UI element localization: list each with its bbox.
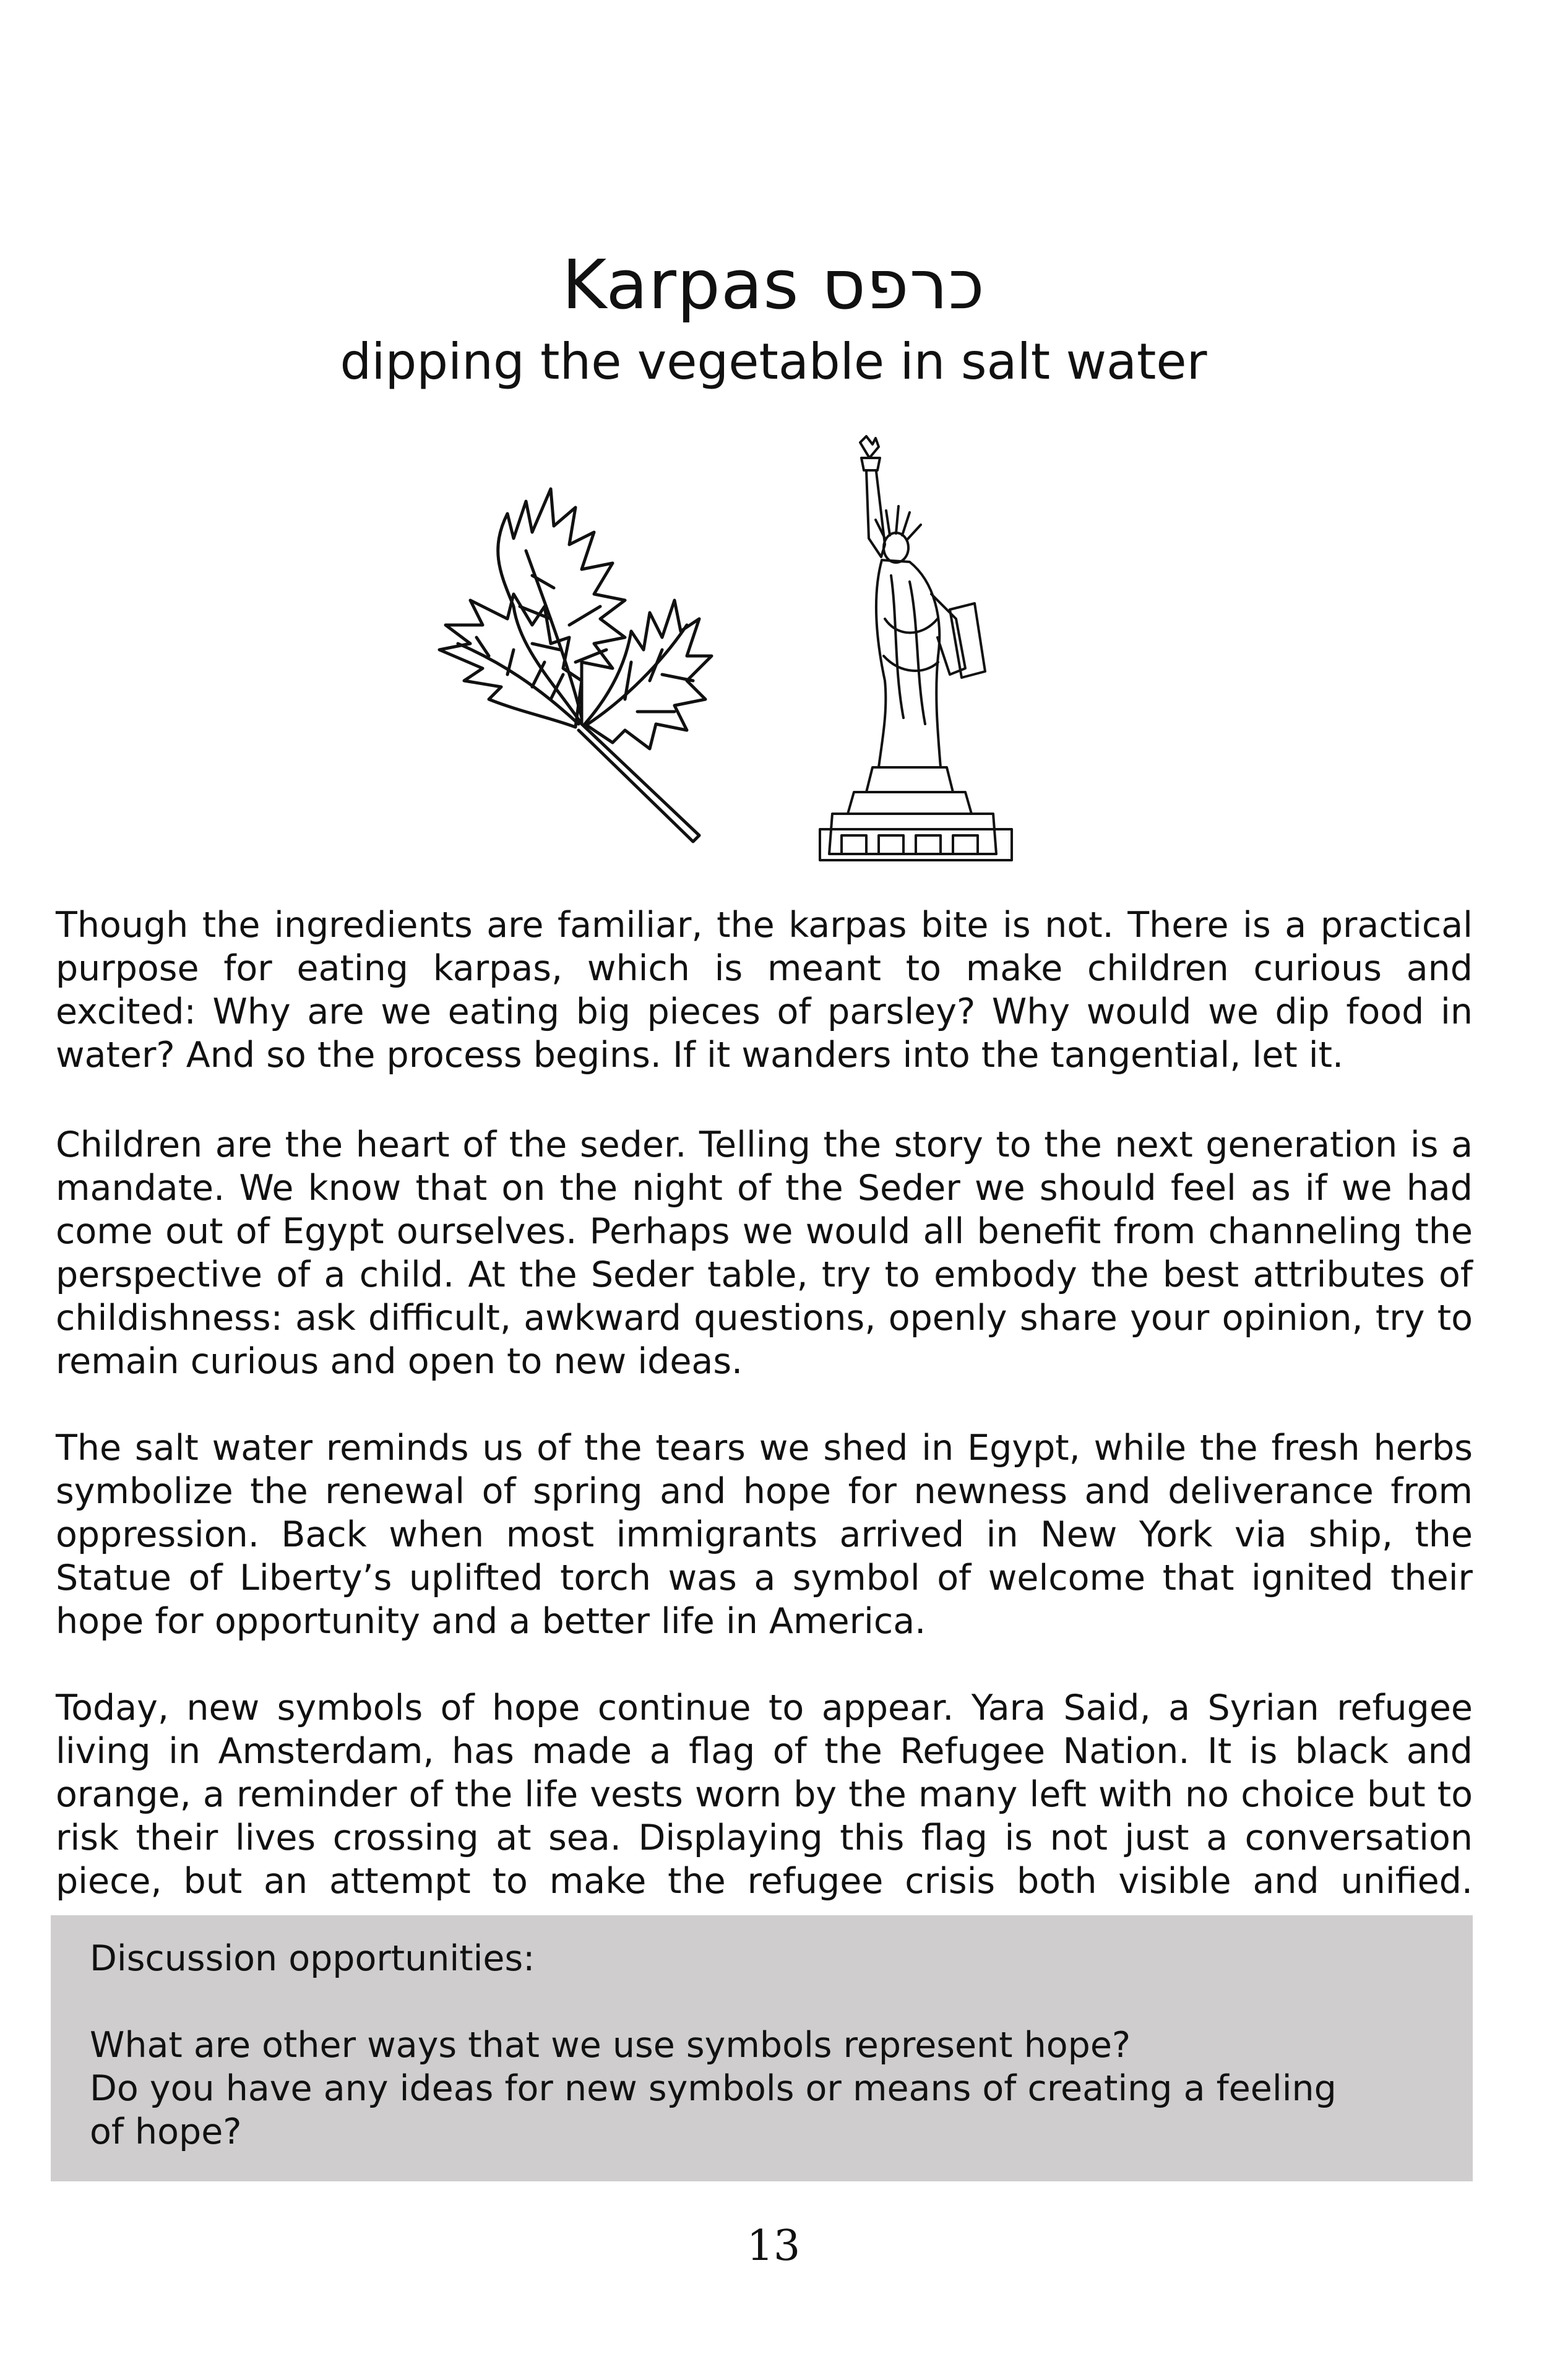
discussion-question: Do you have any ideas for new symbols or means of creating a feeling xyxy=(90,2068,1337,2109)
discussion-question: of hope? xyxy=(90,2111,242,2152)
paragraph-refugee-flag: Today, new symbols of hope continue to appear. Yara Said, a Syrian refugee living in Amsterdam, has made a flag of the Refugee Nation. It is black and orange, a reminder of the life vests worn by the many left with no choice but to risk their lives crossing at sea. Displaying this flag is not just a conversation piece, but an attempt to make the refugee crisis both visible and unified. xyxy=(56,1688,1473,1902)
paragraph-salt-water: The salt water reminds us of the tears we shed in Egypt, while the fresh herbs symbolize the renewal of spring and hope for newness and deliverance from oppression. Back when most immigrants arrived in New York via ship, the Statue of Liberty’s uplifted torch was a symbol of welcome that ignited their hope for opportunity and a better life in America. xyxy=(56,1428,1473,1642)
page-number: 13 xyxy=(746,2222,801,2270)
page-subtitle: dipping the vegetable in salt water xyxy=(340,333,1207,390)
paragraph-children-seder: Children are the heart of the seder. Telling the story to the next generation is a mandate. We know that on the night of the Seder we should feel as if we had come out of Egypt ourselves. Perhaps we would all benefit from channeling the perspective of a child. At the Seder table, try to embody the best attributes of childishness: ask difficult, awkward questions, openly share your opinion, try to remain curious and open to new ideas. xyxy=(56,1124,1473,1382)
discussion-heading: Discussion opportunities: xyxy=(90,1938,535,1979)
parsley-illustration xyxy=(427,464,724,848)
discussion-question: What are other ways that we use symbols represent hope? xyxy=(90,2025,1131,2066)
paragraph-karpas-purpose: Though the ingredients are familiar, the karpas bite is not. There is a practical purpose for eating karpas, which is meant to make children curious and excited: Why are we eating big pieces of parsley? Why would we dip food in water? And so the process begins. If it wanders into the tangential, let it. xyxy=(56,905,1473,1076)
page-title: Karpas כרפס xyxy=(562,245,985,324)
statue-of-liberty-illustration xyxy=(817,433,1015,866)
